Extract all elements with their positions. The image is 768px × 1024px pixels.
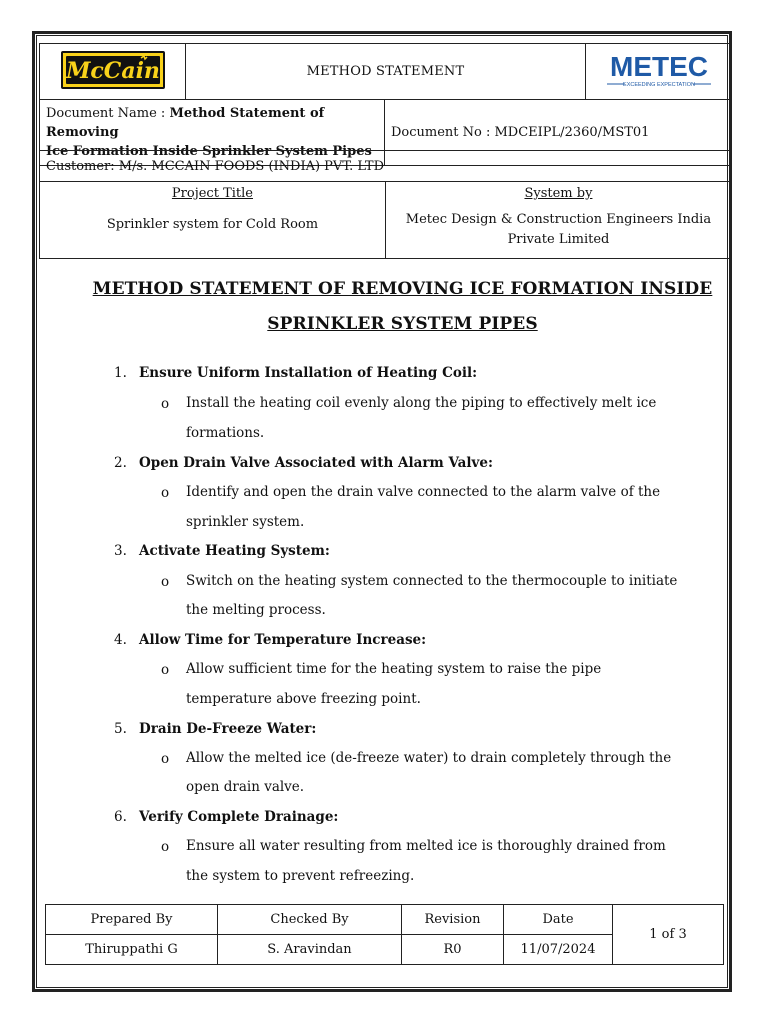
customer-row	[39, 150, 732, 182]
svg-text:McCain: McCain	[65, 57, 160, 84]
header-logo-row	[39, 43, 732, 100]
footer-header-revision: Revision	[402, 905, 504, 935]
step-detail: Allow sufficient time for the heating system to raise the pipe	[186, 661, 602, 677]
step-heading: 6. Verify Complete Drainage:	[114, 809, 339, 825]
bullet-icon: o	[161, 839, 170, 855]
step-detail: the system to prevent refreezing.	[186, 868, 415, 884]
main-title-line2: SPRINKLER SYSTEM PIPES	[267, 314, 538, 334]
step-detail: Identify and open the drain valve connected to the alarm valve of the	[186, 484, 661, 500]
bullet-icon: o	[161, 574, 170, 590]
mccain-wordmark	[65, 55, 160, 85]
bullet-icon: o	[161, 485, 170, 501]
metec-logo-cell	[586, 44, 732, 100]
step-heading: 5. Drain De-Freeze Water:	[114, 721, 317, 737]
document-name-line1: Method Statement of Removing	[46, 106, 325, 140]
footer-header-checked-by: Checked By	[218, 905, 402, 935]
bullet-icon: o	[161, 396, 170, 412]
project-title-label: Project Title	[171, 186, 253, 201]
document-name-line2: Ice Formation Inside Sprinkler System Pipes	[46, 144, 372, 159]
footer-value-date: 11/07/2024	[504, 935, 613, 965]
customer-name: Customer: M/s. MCCAIN FOODS (INDIA) PVT. LTD	[40, 151, 732, 182]
metec-logo	[599, 49, 719, 91]
step-detail: Allow the melted ice (de-freeze water) to drain completely through the	[186, 750, 672, 766]
bullet-icon: o	[161, 751, 170, 767]
document-name-label: Document Name :	[46, 106, 170, 121]
document-number: Document No : MDCEIPL/2360/MST01	[385, 100, 732, 166]
svg-text:METEC: METEC	[609, 50, 708, 82]
step-detail: Install the heating coil evenly along the piping to effectively melt ice	[186, 395, 657, 411]
step-detail: Ensure all water resulting from melted ice is thoroughly drained from	[186, 838, 666, 854]
bullet-icon: o	[161, 662, 170, 678]
footer-value-revision: R0	[402, 935, 504, 965]
step-heading: 1. Ensure Uniform Installation of Heating Coil:	[114, 365, 478, 381]
main-title-line1: METHOD STATEMENT OF REMOVING ICE FORMATION INSIDE	[92, 279, 713, 299]
footer-header-prepared-by: Prepared By	[46, 905, 218, 935]
mccain-logo-cell	[40, 44, 186, 100]
step-detail: formations.	[186, 425, 265, 441]
step-heading: 3. Activate Heating System:	[114, 543, 330, 559]
system-by-value: Metec Design & Construction Engineers India Private Limited	[405, 212, 712, 247]
step-detail: Switch on the heating system connected to the thermocouple to initiate	[186, 573, 678, 589]
approval-footer-table	[45, 904, 724, 965]
step-heading: 4. Allow Time for Temperature Increase:	[114, 632, 427, 648]
footer-header-date: Date	[504, 905, 613, 935]
project-row	[39, 181, 732, 259]
footer-value-checked-by: S. Aravindan	[218, 935, 402, 965]
system-by-label: System by	[524, 186, 593, 201]
step-detail: open drain valve.	[186, 779, 305, 795]
project-title-value: Sprinkler system for Cold Room	[106, 217, 319, 232]
step-detail: temperature above freezing point.	[186, 691, 421, 707]
step-detail: the melting process.	[186, 602, 326, 618]
mccain-logo	[61, 51, 165, 89]
project-title-cell	[40, 182, 386, 259]
step-heading: 2. Open Drain Valve Associated with Alarm Valve:	[114, 455, 493, 471]
step-detail: sprinkler system.	[186, 514, 305, 530]
footer-value-prepared-by: Thiruppathi G	[46, 935, 218, 965]
svg-text:EXCEEDING EXPECTATION: EXCEEDING EXPECTATION	[622, 81, 695, 88]
page-number: 1 of 3	[613, 905, 724, 965]
system-by-cell	[385, 182, 731, 259]
document-type-title: METHOD STATEMENT	[186, 44, 586, 100]
